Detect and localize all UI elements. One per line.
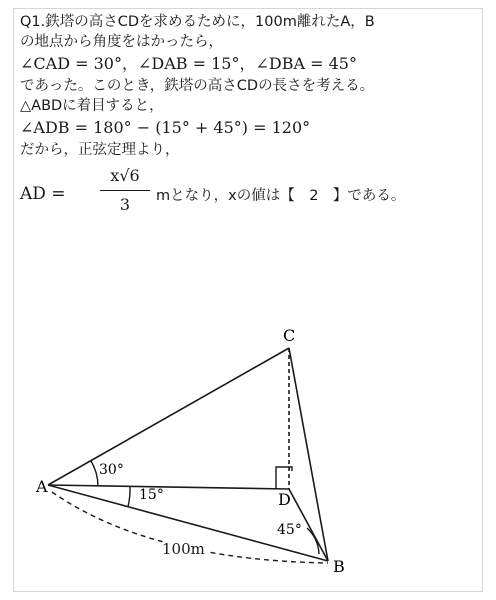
angle-arc-30 [91,461,98,486]
angle-conditions: ∠CAD = 30°，∠DAB = 15°，∠DBA = 45° [20,54,357,73]
label-c: C [283,326,296,345]
line-ac [48,348,289,485]
answer-sentence: mとなり，xの値は【 2 】である。 [156,188,406,204]
label-a: A [36,477,48,496]
angle-label-30: 30° [99,462,124,478]
distance-label: 100m [162,540,205,558]
ad-label: AD = [20,184,66,204]
fraction-denominator: 3 [119,195,131,214]
angle-label-45: 45° [277,522,302,538]
problem-line-7: だから，正弦定理より， [20,142,180,158]
problem-line-4: であった。このとき，鉄塔の高さCDの長さを考える。 [20,78,375,94]
line-ad [48,485,289,489]
angle-adb-equation: ∠ADB = 180° − (15° + 45°) = 120° [20,118,311,137]
label-d: D [278,490,291,509]
label-b: B [333,557,345,576]
problem-line-2: の地点から角度をはかったら， [20,34,223,50]
problem-line-5: △ABDに着目すると， [20,98,164,114]
angle-label-15: 15° [139,487,164,503]
problem-line-1: Q1.鉄塔の高さCDを求めるために，100m離れたA，B [20,14,375,30]
fraction-numerator: x√6 [110,166,140,185]
angle-arc-15 [128,486,130,507]
